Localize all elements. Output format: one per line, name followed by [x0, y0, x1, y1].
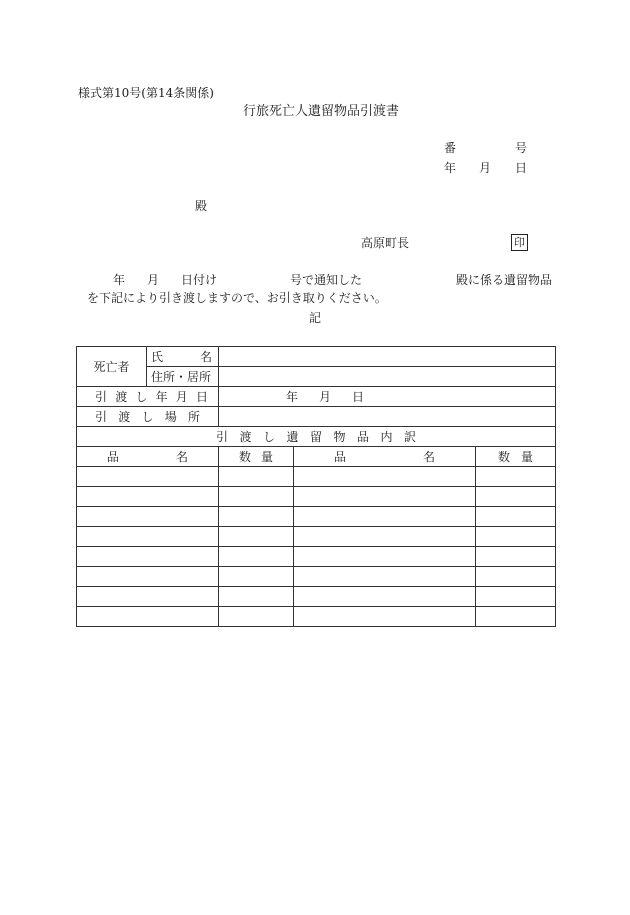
name-value[interactable]	[219, 347, 556, 367]
qty-cell[interactable]	[219, 567, 294, 587]
qty-cell[interactable]	[219, 507, 294, 527]
item-cell[interactable]	[77, 567, 219, 587]
qty-cell[interactable]	[476, 467, 556, 487]
qty-cell[interactable]	[476, 587, 556, 607]
address-value[interactable]	[219, 367, 556, 387]
qty-cell[interactable]	[476, 567, 556, 587]
qty-cell[interactable]	[219, 527, 294, 547]
qty-cell[interactable]	[476, 607, 556, 627]
item-cell[interactable]	[77, 527, 219, 547]
row-date	[77, 387, 556, 407]
item-cell[interactable]	[77, 607, 219, 627]
item-cell[interactable]	[294, 547, 476, 567]
ref-day: 日	[515, 161, 528, 175]
qty-cell[interactable]	[219, 467, 294, 487]
handover-place-value[interactable]	[219, 407, 556, 427]
ref-year: 年	[444, 161, 457, 175]
item-cell[interactable]	[294, 567, 476, 587]
qty-header: 数 量	[219, 447, 294, 467]
item-cell[interactable]	[294, 607, 476, 627]
qty-header-2: 数 量	[476, 447, 556, 467]
item-row	[77, 467, 556, 487]
item-cell[interactable]	[294, 507, 476, 527]
body-line2: を下記により引き渡しますので、お引き取りください。	[87, 291, 387, 305]
item-name-header: 品 名	[77, 447, 219, 467]
item-row	[77, 607, 556, 627]
seal-stamp: 印	[511, 234, 528, 251]
mayor-title: 高原町長	[361, 236, 410, 250]
item-cell[interactable]	[294, 527, 476, 547]
item-cell[interactable]	[77, 547, 219, 567]
item-cell[interactable]	[77, 507, 219, 527]
item-cell[interactable]	[77, 487, 219, 507]
ref-go: 号	[515, 141, 528, 155]
qty-cell[interactable]	[476, 547, 556, 567]
qty-cell[interactable]	[476, 507, 556, 527]
breakdown-heading: 引 渡 し 遺 留 物 品 内 訳	[77, 427, 556, 447]
item-row	[77, 587, 556, 607]
item-name-header-2: 品 名	[294, 447, 476, 467]
row-items-header	[77, 447, 556, 467]
item-cell[interactable]	[294, 487, 476, 507]
qty-cell[interactable]	[219, 547, 294, 567]
qty-cell[interactable]	[219, 587, 294, 607]
ki-heading: 記	[309, 311, 322, 325]
item-cell[interactable]	[77, 587, 219, 607]
item-row	[77, 567, 556, 587]
body-notified: 号で通知した	[290, 273, 363, 287]
item-cell[interactable]	[294, 467, 476, 487]
ref-bango: 番	[444, 141, 457, 155]
item-row	[77, 547, 556, 567]
handover-table	[76, 346, 556, 627]
body-month: 月	[147, 273, 160, 287]
addressee-dono: 殿	[195, 199, 208, 213]
handover-date-value[interactable]: 年 月 日	[219, 387, 556, 407]
row-place	[77, 407, 556, 427]
body-dated: 日付け	[181, 273, 218, 287]
handover-place-label: 引 渡 し 場 所	[77, 407, 219, 427]
body-regarding: 殿に係る遺留物品	[456, 273, 553, 287]
row-address	[77, 367, 556, 387]
item-row	[77, 527, 556, 547]
item-cell[interactable]	[77, 467, 219, 487]
row-breakdown	[77, 427, 556, 447]
ref-month: 月	[479, 161, 492, 175]
item-row	[77, 487, 556, 507]
deceased-label: 死亡者	[77, 347, 147, 387]
qty-cell[interactable]	[476, 487, 556, 507]
handover-date-label: 引 渡 し 年 月 日	[77, 387, 219, 407]
row-name	[77, 347, 556, 367]
page-title: 行旅死亡人遺留物品引渡書	[243, 104, 400, 119]
qty-cell[interactable]	[476, 527, 556, 547]
item-cell[interactable]	[294, 587, 476, 607]
item-row	[77, 507, 556, 527]
qty-cell[interactable]	[219, 607, 294, 627]
qty-cell[interactable]	[219, 487, 294, 507]
body-year: 年	[113, 273, 126, 287]
address-label: 住所・居所	[147, 367, 219, 387]
name-label: 氏 名	[147, 347, 219, 367]
form-number: 様式第10号(第14条関係)	[78, 86, 214, 100]
